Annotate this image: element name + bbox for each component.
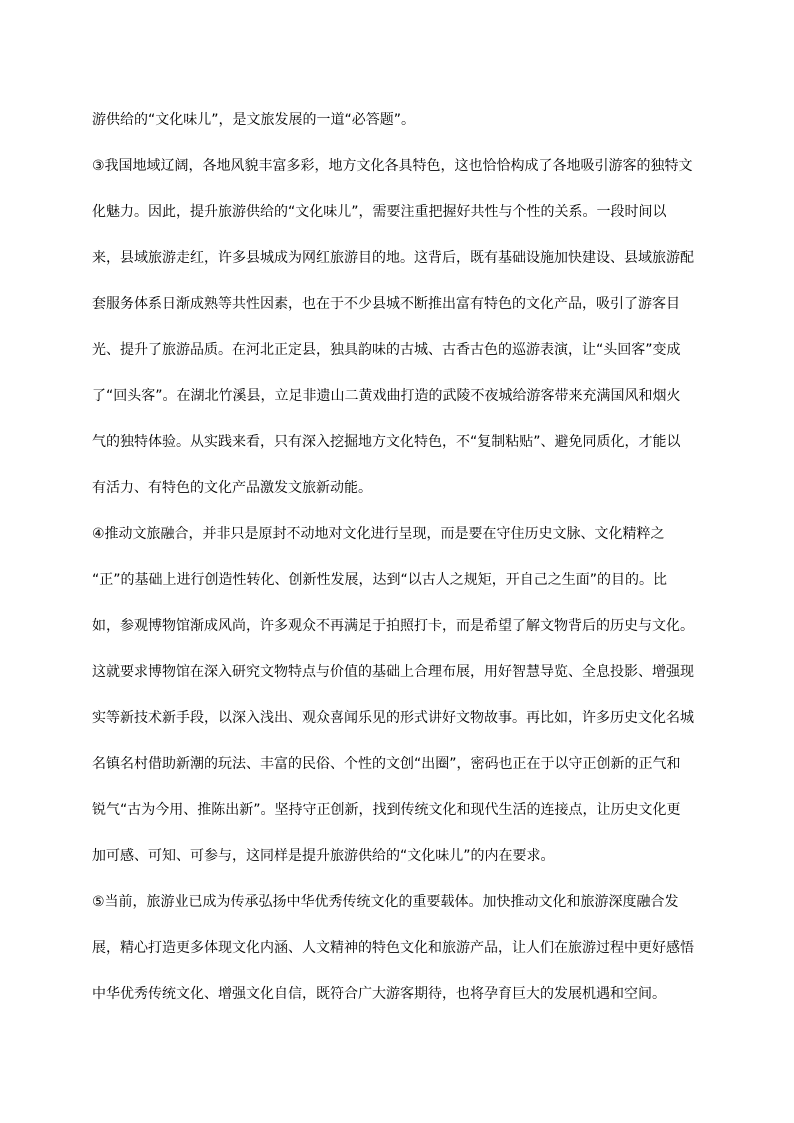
paragraph-3-start: ③我国地域辽阔，各地风貌丰富多彩，地方文化各具特色，这也恰恰构成了各地吸引游客的独特文 [92,158,693,174]
text-line: 名镇名村借助新潮的玩法、丰富的民俗、个性的文创“出圈”，密码也正在于以守正创新的正气和 [92,756,681,772]
text-line: 展，精心打造更多体现文化内涵、人文精神的特色文化和旅游产品，让人们在旅游过程中更好感悟 [92,940,694,956]
text-line: 中华优秀传统文化、增强文化自信，既符合广大游客期待，也将孕育巨大的发展机遇和空间。 [92,986,666,1002]
text-line: 实等新技术新手段，以深入浅出、观众喜闻乐见的形式讲好文物故事。再比如，许多历史文化名城 [92,710,694,726]
paragraph-4-start: ④推动文旅融合，并非只是原封不动地对文化进行呈现，而是要在守住历史文脉、文化精粹之 [92,526,665,542]
text-line: 气的独特体验。从实践来看，只有深入挖掘地方文化特色，不“复制粘贴”、避免同质化，才能以 [92,434,681,450]
text-line: 化魅力。因此，提升旅游供给的“文化味儿”，需要注重把握好共性与个性的关系。一段时间以 [92,204,667,220]
text-line: 加可感、可知、可参与，这同样是提升旅游供给的“文化味儿”的内在要求。 [92,848,555,864]
text-line: 套服务体系日渐成熟等共性因素，也在于不少县城不断推出富有特色的文化产品，吸引了游客目 [92,296,680,312]
text-line: 如，参观博物馆渐成风尚，许多观众不再满足于拍照打卡，而是希望了解文物背后的历史与文化。 [92,618,694,634]
text-line: 了“回头客”。在湖北竹溪县，立足非遗山二黄戏曲打造的武陵不夜城给游客带来充满国风和烟火 [92,388,681,404]
text-line: 有活力、有特色的文化产品激发文旅新动能。 [92,480,372,496]
text-line: 来，县域旅游走红，许多县城成为网红旅游目的地。这背后，既有基础设施加快建设、县域旅游配 [92,250,694,266]
paragraph-5-start: ⑤当前，旅游业已成为传承弘扬中华优秀传统文化的重要载体。加快推动文化和旅游深度融合发 [92,894,679,910]
text-line: “正”的基础上进行创造性转化、创新性发展，达到“以古人之规矩，开自己之生面”的目的。比 [92,572,668,588]
text-line: 锐气“古为今用、推陈出新”。坚持守正创新，找到传统文化和现代生活的连接点，让历史文化更 [92,802,681,818]
text-line: 这就要求博物馆在深入研究文物特点与价值的基础上合理布展，用好智慧导览、全息投影、增强现 [92,664,694,680]
text-line: 游供给的“文化味儿”，是文旅发展的一道“必答题”。 [92,112,416,128]
text-line: 光、提升了旅游品质。在河北正定县，独具韵味的古城、古香古色的巡游表演，让“头回客”变成 [92,342,681,358]
